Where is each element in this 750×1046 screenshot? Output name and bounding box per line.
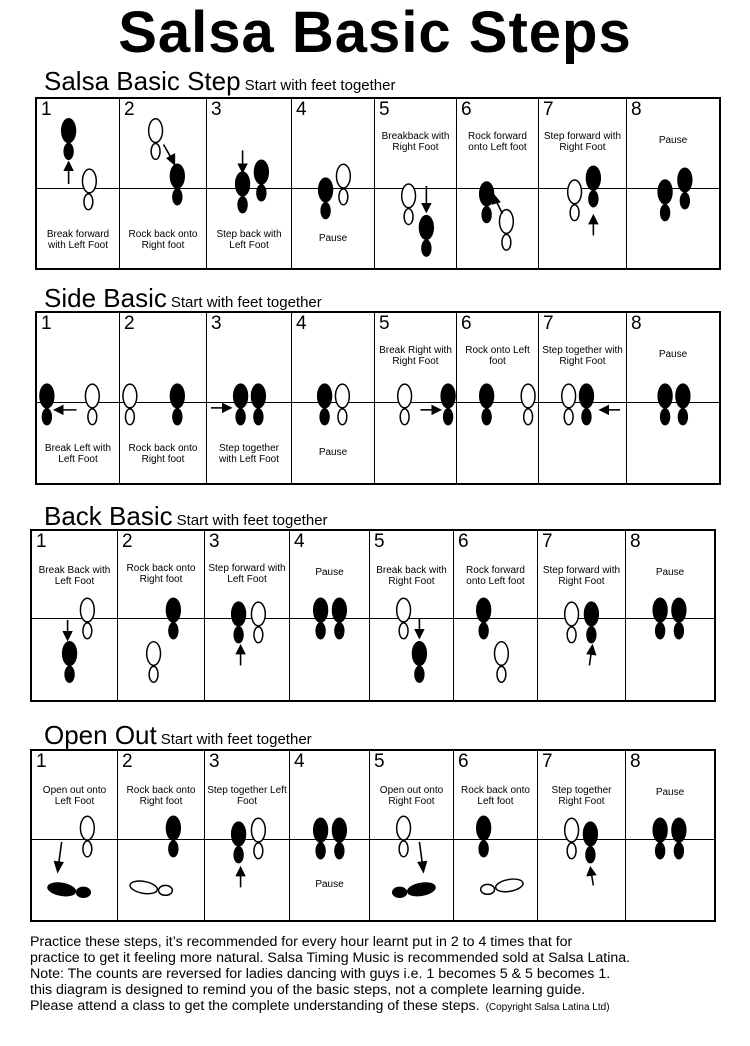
right-heel-icon — [415, 666, 424, 682]
step-label: Step together with Right Foot — [542, 345, 623, 367]
step-cell — [375, 99, 457, 268]
step-number: 8 — [630, 531, 641, 552]
section-title: Open Out — [44, 720, 157, 750]
left-heel-icon — [316, 623, 325, 639]
step-cell — [120, 313, 207, 483]
right-foot-icon — [586, 166, 600, 190]
step-cell — [627, 99, 719, 268]
step-label: Rock onto Left foot — [465, 345, 530, 367]
step-label: Rock forward onto Left foot — [468, 131, 527, 153]
left-foot-icon — [653, 818, 667, 842]
step-7-feet-diagram — [539, 99, 626, 268]
step-number: 8 — [631, 99, 642, 120]
step-label: Pause — [655, 787, 685, 798]
step-cell — [539, 313, 627, 483]
left-foot-icon — [565, 602, 579, 626]
right-heel-icon — [497, 666, 506, 682]
right-heel-icon — [680, 193, 689, 209]
left-foot-icon — [397, 598, 411, 622]
right-foot-icon — [166, 816, 180, 840]
step-number: 3 — [211, 99, 222, 120]
step-4-feet-diagram — [290, 531, 369, 700]
step-cell — [292, 313, 375, 483]
right-foot-icon — [82, 169, 96, 193]
step-cell — [37, 313, 120, 483]
step-number: 4 — [296, 313, 307, 334]
left-foot-icon — [653, 598, 667, 622]
right-heel-icon — [84, 194, 93, 210]
left-foot-icon — [47, 881, 76, 897]
step-label: Rock forward onto Left foot — [466, 565, 525, 587]
right-heel-icon — [83, 841, 92, 857]
step-number: 3 — [209, 751, 220, 772]
left-heel-icon — [76, 887, 90, 897]
right-heel-icon — [335, 623, 344, 639]
right-foot-icon — [251, 384, 265, 408]
right-foot-icon — [521, 384, 535, 408]
right-foot-icon — [441, 384, 455, 408]
footer-line: Practice these steps, it’s recommended for every hour learnt put in 2 to 4 times that for — [30, 934, 573, 950]
step-5-feet-diagram — [375, 99, 456, 268]
left-foot-icon — [319, 178, 333, 202]
right-heel-icon — [254, 409, 263, 425]
right-heel-icon — [393, 887, 407, 897]
step-label: Pause — [315, 567, 344, 578]
step-label: Step together Right Foot — [551, 785, 612, 807]
step-number: 5 — [379, 99, 390, 120]
right-heel-icon — [674, 843, 683, 859]
right-heel-icon — [335, 843, 344, 859]
right-heel-icon — [582, 409, 591, 425]
right-foot-icon — [583, 822, 597, 846]
arrow-down-icon — [419, 842, 422, 864]
right-heel-icon — [674, 623, 683, 639]
step-label: Break Left with Left Foot — [44, 443, 112, 465]
left-heel-icon — [661, 409, 670, 425]
step-number: 1 — [41, 313, 52, 334]
left-heel-icon — [479, 841, 488, 857]
step-cell — [205, 531, 290, 700]
step-5-feet-diagram — [370, 531, 453, 700]
left-heel-icon — [236, 409, 245, 425]
step-3-feet-diagram — [205, 751, 289, 920]
right-heel-icon — [169, 841, 178, 857]
right-heel-icon — [173, 409, 182, 425]
section-subtitle: Start with feet together — [176, 512, 328, 529]
left-heel-icon — [656, 843, 665, 859]
section-subtitle: Start with feet together — [160, 731, 312, 748]
step-number: 4 — [296, 99, 307, 120]
step-8-feet-diagram — [626, 751, 714, 920]
left-foot-icon — [123, 384, 137, 408]
right-foot-icon — [672, 818, 686, 842]
step-number: 4 — [294, 531, 305, 552]
step-cell — [207, 313, 292, 483]
step-cell — [375, 313, 457, 483]
left-heel-icon — [656, 623, 665, 639]
right-heel-icon — [587, 627, 596, 643]
step-label: Step forward with Left Foot — [208, 563, 286, 585]
left-heel-icon — [125, 409, 134, 425]
step-number: 2 — [124, 99, 135, 120]
step-number: 7 — [543, 313, 554, 334]
left-foot-icon — [232, 822, 246, 846]
left-heel-icon — [482, 207, 491, 223]
right-heel-icon — [586, 847, 595, 863]
left-heel-icon — [399, 623, 408, 639]
left-heel-icon — [64, 143, 73, 159]
step-5-feet-diagram — [370, 751, 453, 920]
left-foot-icon — [480, 384, 494, 408]
footer-line: Note: The counts are reversed for ladies dancing with guys i.e. 1 becomes 5 & 5 becomes 1. — [30, 966, 611, 982]
section-subtitle: Start with feet together — [170, 294, 322, 311]
step-label: Step forward with Right Foot — [542, 565, 621, 587]
step-cell — [626, 751, 714, 920]
step-6-feet-diagram — [457, 99, 538, 268]
left-foot-icon — [236, 172, 250, 196]
left-foot-icon — [658, 384, 672, 408]
left-heel-icon — [404, 209, 413, 225]
step-label: Pause — [655, 567, 685, 578]
step-number: 8 — [631, 313, 642, 334]
left-foot-icon — [62, 119, 76, 143]
step-3-feet-diagram — [205, 531, 289, 700]
right-heel-icon — [422, 240, 431, 256]
step-cell — [454, 751, 538, 920]
step-label: Pause — [318, 447, 348, 458]
footer-line: Please attend a class to get the complete understanding of these steps. — [30, 998, 480, 1014]
step-cell — [118, 531, 205, 700]
section-title: Back Basic — [44, 501, 173, 531]
right-foot-icon — [85, 384, 99, 408]
step-label: Break back with Right Foot — [376, 565, 447, 587]
right-heel-icon — [173, 189, 182, 205]
right-foot-icon — [80, 816, 94, 840]
step-label: Rock back onto Right foot — [126, 563, 196, 585]
step-number: 2 — [122, 531, 133, 552]
right-foot-icon — [672, 598, 686, 622]
right-foot-icon — [336, 164, 350, 188]
left-foot-icon — [562, 384, 576, 408]
footer-notes — [30, 934, 730, 1016]
right-foot-icon — [166, 598, 180, 622]
step-label: Break forward with Left Foot — [46, 229, 110, 251]
arrow-up-icon — [497, 202, 503, 214]
step-cell — [457, 313, 539, 483]
step-cell — [454, 531, 538, 700]
step-7-feet-diagram — [538, 751, 625, 920]
step-number: 8 — [630, 751, 641, 772]
right-foot-icon — [335, 384, 349, 408]
step-number: 1 — [41, 99, 52, 120]
left-foot-icon — [149, 119, 163, 143]
right-heel-icon — [444, 409, 453, 425]
step-cell — [370, 751, 454, 920]
step-label: Step back with Left Foot — [216, 229, 282, 251]
step-cell — [118, 751, 205, 920]
left-heel-icon — [479, 623, 488, 639]
left-heel-icon — [321, 203, 330, 219]
right-foot-icon — [251, 602, 265, 626]
left-heel-icon — [234, 847, 243, 863]
step-number: 5 — [374, 751, 385, 772]
right-heel-icon — [678, 409, 687, 425]
section-subtitle: Start with feet together — [244, 77, 396, 94]
step-number: 7 — [542, 531, 553, 552]
step-1-feet-diagram — [32, 531, 117, 700]
left-heel-icon — [65, 666, 74, 682]
section-header — [44, 501, 328, 532]
right-foot-icon — [332, 598, 346, 622]
step-cell — [538, 751, 626, 920]
step-cell — [205, 751, 290, 920]
left-foot-icon — [314, 818, 328, 842]
right-heel-icon — [339, 189, 348, 205]
step-cell — [457, 99, 539, 268]
step-6-feet-diagram — [454, 751, 537, 920]
step-number: 5 — [379, 313, 390, 334]
section-header — [44, 283, 322, 314]
right-foot-icon — [412, 642, 426, 666]
step-label: Pause — [658, 135, 688, 146]
page-title: Salsa Basic Steps — [118, 0, 632, 65]
right-foot-icon — [676, 384, 690, 408]
right-foot-icon — [678, 168, 692, 192]
left-heel-icon — [482, 409, 491, 425]
arrow-down-icon — [59, 842, 62, 864]
left-foot-icon — [397, 816, 411, 840]
left-heel-icon — [570, 205, 579, 221]
right-heel-icon — [83, 623, 92, 639]
step-number: 6 — [461, 99, 472, 120]
step-label: Rock back onto Left foot — [461, 785, 530, 807]
footer-line: practice to get it feeling more natural. Salsa Timing Music is recommended sold at Salsa Latina. — [30, 950, 631, 966]
step-label: Step together with Left Foot — [218, 443, 280, 465]
step-number: 6 — [458, 751, 469, 772]
right-heel-icon — [338, 409, 347, 425]
right-heel-icon — [502, 234, 511, 250]
left-heel-icon — [234, 627, 243, 643]
right-heel-icon — [481, 884, 495, 894]
left-heel-icon — [238, 197, 247, 213]
left-foot-icon — [63, 642, 77, 666]
left-heel-icon — [400, 409, 409, 425]
step-number: 6 — [461, 313, 472, 334]
left-foot-icon — [480, 182, 494, 206]
step-number: 7 — [543, 99, 554, 120]
right-foot-icon — [332, 818, 346, 842]
right-heel-icon — [589, 191, 598, 207]
right-heel-icon — [169, 623, 178, 639]
step-label: Break Back with Left Foot — [38, 565, 111, 587]
step-7-feet-diagram — [538, 531, 625, 700]
footer-line: this diagram is designed to remind you of the basic steps, not a complete learning guide. — [30, 982, 586, 998]
step-cell — [207, 99, 292, 268]
right-foot-icon — [251, 818, 265, 842]
step-cell — [32, 531, 118, 700]
step-label: Open out onto Right Foot — [379, 785, 444, 807]
step-label: Step forward with Right Foot — [543, 131, 622, 153]
left-foot-icon — [232, 602, 246, 626]
left-foot-icon — [147, 642, 161, 666]
left-foot-icon — [568, 180, 582, 204]
step-cell — [290, 751, 370, 920]
step-cell — [292, 99, 375, 268]
right-foot-icon — [80, 598, 94, 622]
step-6-feet-diagram — [457, 313, 538, 483]
step-8-feet-diagram — [627, 313, 719, 483]
step-label: Rock back onto Right foot — [126, 785, 196, 807]
step-cell — [626, 531, 714, 700]
left-foot-icon — [234, 384, 248, 408]
step-number: 6 — [458, 531, 469, 552]
step-grid — [30, 749, 716, 922]
step-cell — [370, 531, 454, 700]
left-heel-icon — [42, 409, 51, 425]
step-number: 2 — [124, 313, 135, 334]
step-label: Rock back onto Right foot — [128, 229, 198, 251]
right-foot-icon — [419, 216, 433, 240]
left-heel-icon — [567, 843, 576, 859]
step-number: 5 — [374, 531, 385, 552]
step-2-feet-diagram — [118, 751, 204, 920]
step-4-feet-diagram — [290, 751, 369, 920]
step-grid — [35, 311, 721, 485]
left-foot-icon — [565, 818, 579, 842]
step-grid — [35, 97, 721, 270]
step-label: Open out onto Left Foot — [42, 785, 107, 807]
right-foot-icon — [407, 881, 436, 897]
right-foot-icon — [584, 602, 598, 626]
left-heel-icon — [661, 205, 670, 221]
left-foot-icon — [318, 384, 332, 408]
step-2-feet-diagram — [118, 531, 204, 700]
right-heel-icon — [254, 843, 263, 859]
step-cell — [538, 531, 626, 700]
left-heel-icon — [151, 143, 160, 159]
left-heel-icon — [320, 409, 329, 425]
section-header — [44, 66, 395, 97]
left-foot-icon — [658, 180, 672, 204]
footer-line-last — [30, 998, 730, 1016]
step-number: 3 — [209, 531, 220, 552]
step-label: Pause — [318, 233, 348, 244]
left-heel-icon — [399, 841, 408, 857]
step-grid — [30, 529, 716, 702]
step-number: 7 — [542, 751, 553, 772]
right-heel-icon — [88, 409, 97, 425]
right-foot-icon — [580, 384, 594, 408]
section-header — [44, 720, 312, 751]
right-foot-icon — [254, 160, 268, 184]
step-cell — [627, 313, 719, 483]
step-number: 1 — [36, 531, 47, 552]
right-heel-icon — [254, 627, 263, 643]
step-7-feet-diagram — [539, 313, 626, 483]
step-cell — [32, 751, 118, 920]
left-foot-icon — [398, 384, 412, 408]
step-cell — [539, 99, 627, 268]
step-8-feet-diagram — [627, 99, 719, 268]
right-heel-icon — [257, 185, 266, 201]
left-foot-icon — [129, 879, 158, 895]
step-label: Breakback with Right Foot — [381, 131, 450, 153]
left-heel-icon — [564, 409, 573, 425]
left-heel-icon — [159, 885, 173, 895]
right-foot-icon — [170, 164, 184, 188]
step-8-feet-diagram — [626, 531, 714, 700]
step-label: Pause — [658, 349, 688, 360]
right-foot-icon — [170, 384, 184, 408]
left-foot-icon — [314, 598, 328, 622]
copyright: (Copyright Salsa Latina Ltd) — [485, 1002, 610, 1013]
left-heel-icon — [316, 843, 325, 859]
step-5-feet-diagram — [375, 313, 456, 483]
step-number: 1 — [36, 751, 47, 772]
step-number: 2 — [122, 751, 133, 772]
right-foot-icon — [495, 877, 524, 893]
step-label: Break Right with Right Foot — [379, 345, 452, 367]
left-foot-icon — [477, 598, 491, 622]
left-heel-icon — [567, 627, 576, 643]
right-foot-icon — [495, 642, 509, 666]
step-cell — [37, 99, 120, 268]
step-1-feet-diagram — [32, 751, 117, 920]
step-cell — [290, 531, 370, 700]
left-foot-icon — [402, 184, 416, 208]
section-title: Side Basic — [44, 283, 167, 313]
step-number: 4 — [294, 751, 305, 772]
left-foot-icon — [477, 816, 491, 840]
step-label: Pause — [315, 879, 344, 890]
step-label: Step together Left Foot — [207, 785, 287, 807]
step-6-feet-diagram — [454, 531, 537, 700]
step-label: Rock back onto Right foot — [128, 443, 198, 465]
left-heel-icon — [149, 666, 158, 682]
step-number: 3 — [211, 313, 222, 334]
section-title: Salsa Basic Step — [44, 66, 241, 96]
step-cell — [120, 99, 207, 268]
left-foot-icon — [40, 384, 54, 408]
right-heel-icon — [524, 409, 533, 425]
